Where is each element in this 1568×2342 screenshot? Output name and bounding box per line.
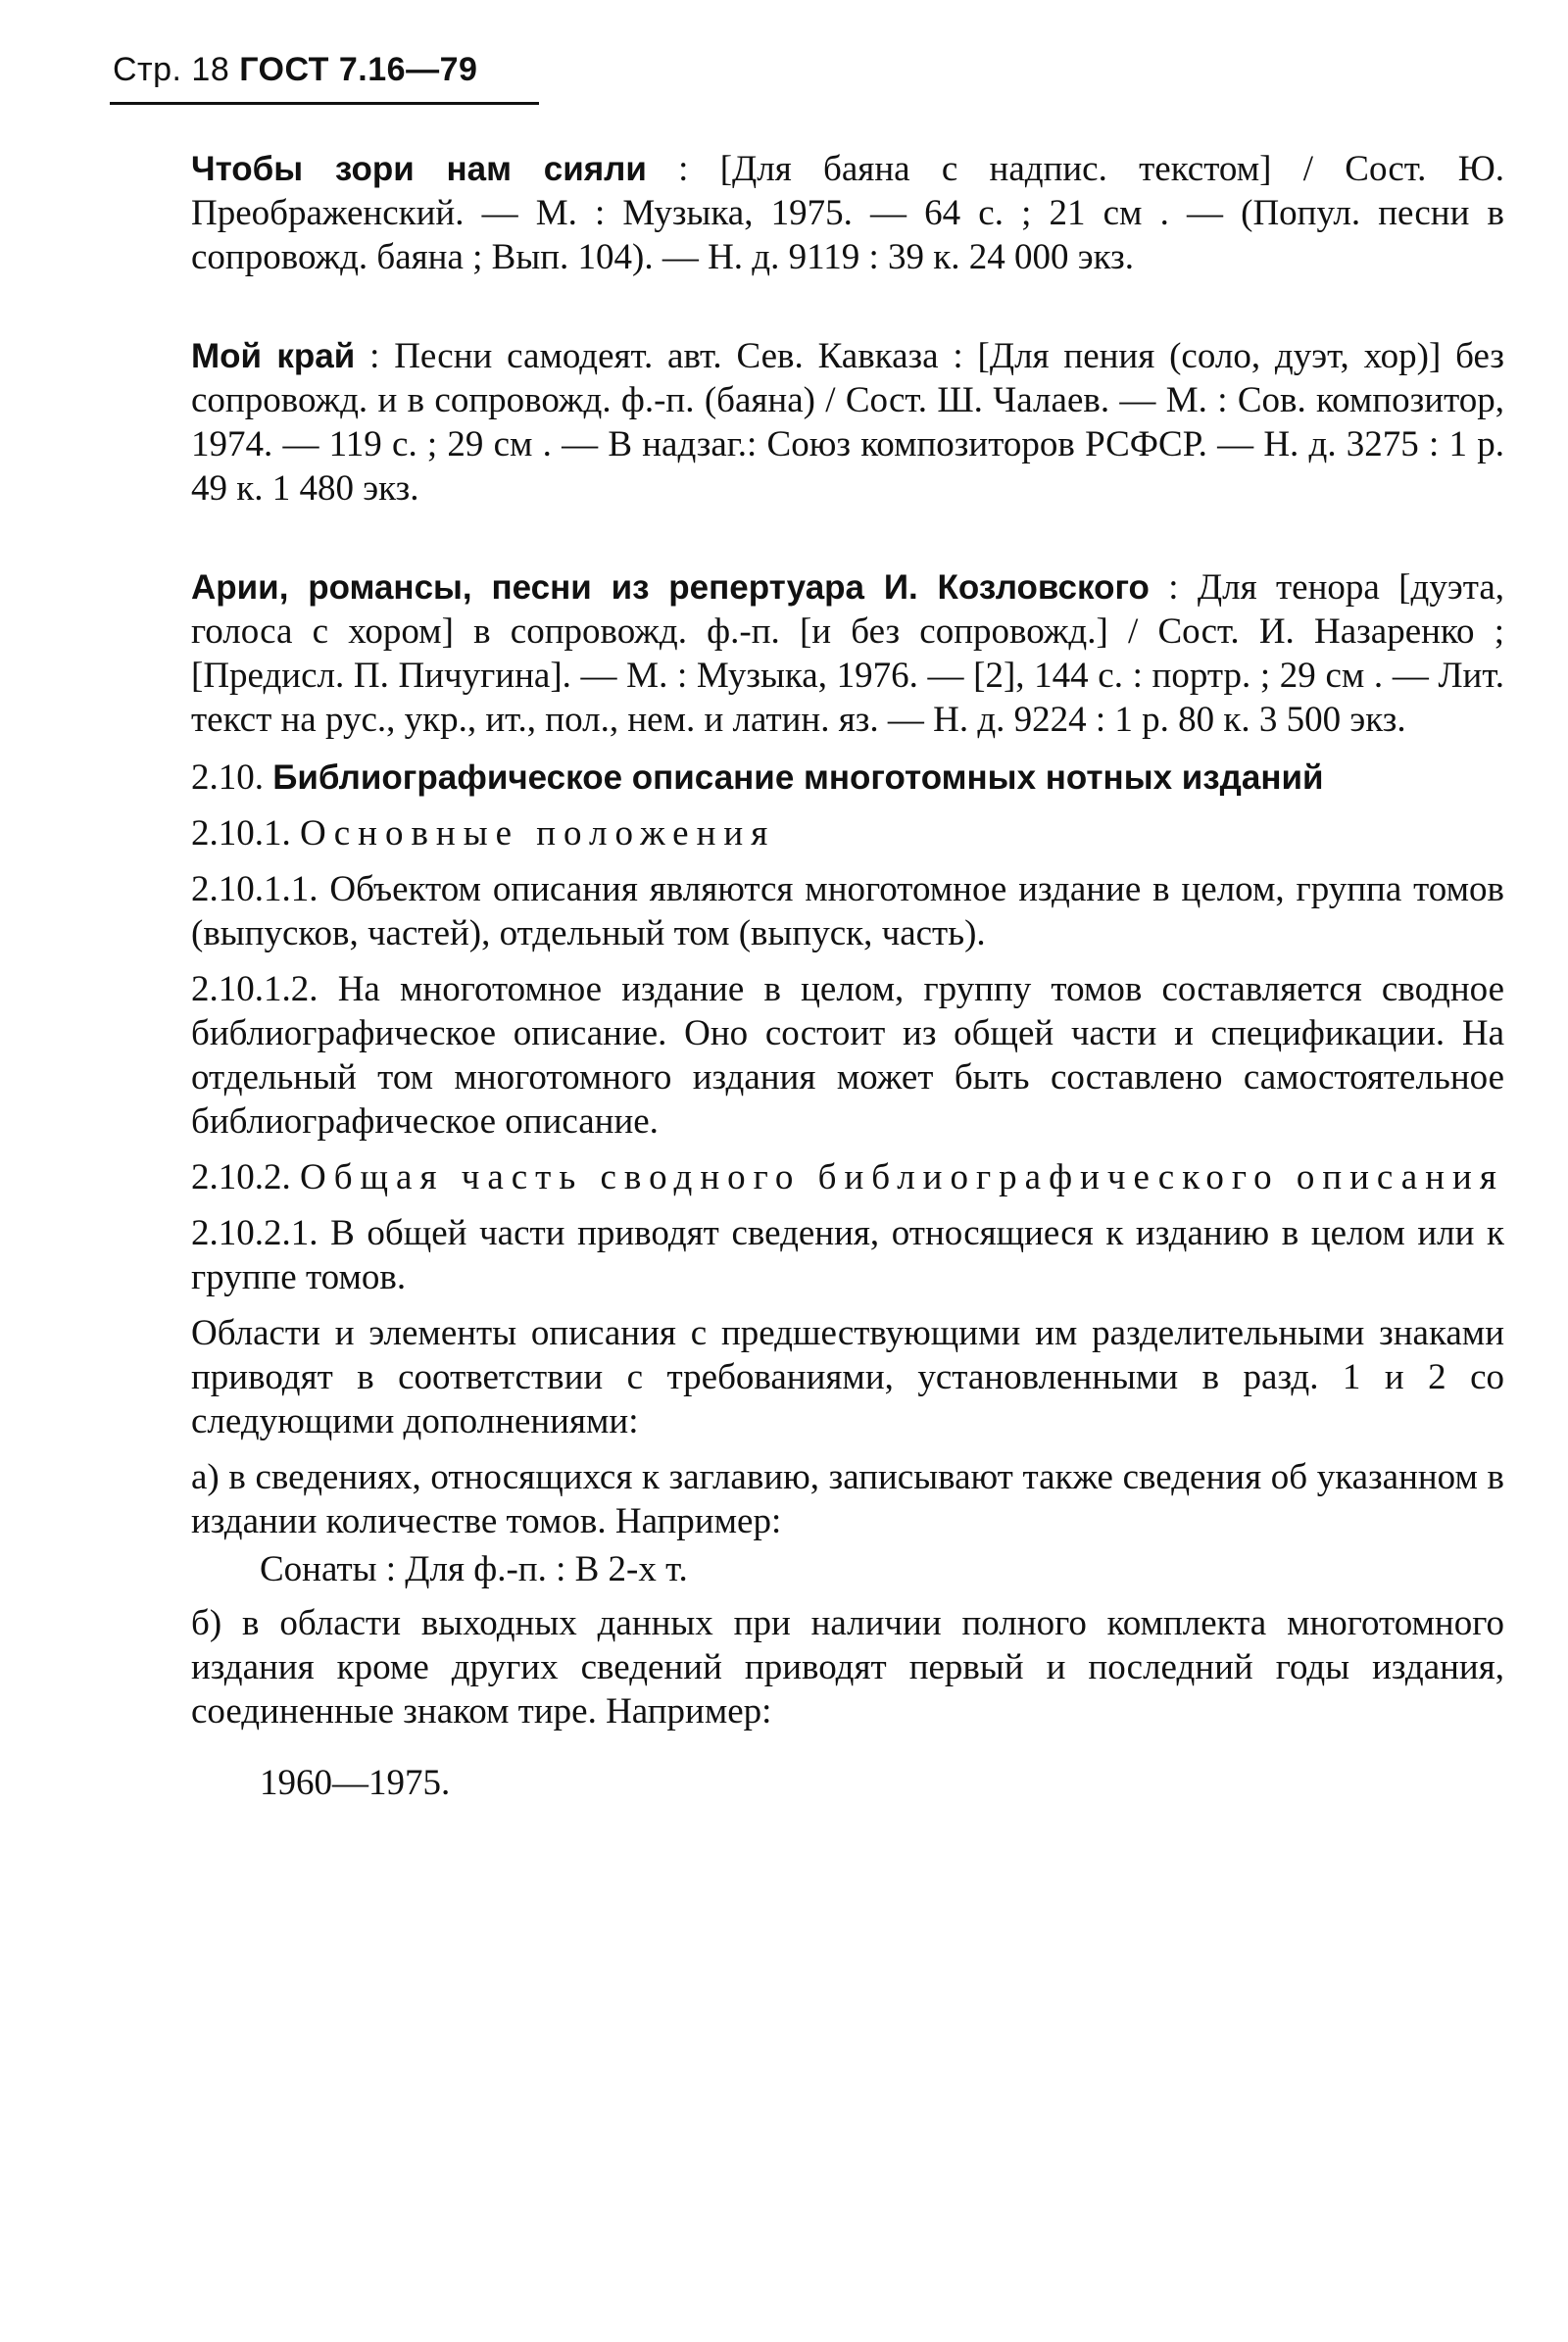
paragraph-a: а) в сведениях, относящихся к заглавию, записывают также сведения об указанном в издании количестве томов. Например: [191,1457,1504,1541]
paragraph-areas: Области и элементы описания с предшествующими им разделительными знаками приводят в соответствии с требованиями, установленными в разд. 1 и 2 со следующими дополнениями: [191,1313,1504,1441]
section-title: Основные положения [300,813,776,854]
entry-title: Чтобы зори нам сияли [191,150,647,188]
entry-text: : [Для баяна с надпис. текстом] / Сост. Ю. Преображенский. — М. : Музыка, 1975. — 64 с. ; 21 см . — (Попул. песни в сопровожд. баяна ; Вып. 104). — Н. д. 9119 : 39 к. 24 000 экз. [191,149,1504,277]
page-header [113,51,477,89]
page-body [191,147,1504,1805]
bibliographic-entry [191,147,1504,279]
section-title: Общая часть сводного библиографического описания [300,1157,1504,1197]
paragraph-2-10-1-2: 2.10.1.2. На многотомное издание в целом, группу томов составляется сводное библиографическое описание. Оно состоит из общей части и спецификации. На отдельный том многотомного издания может быть составлено самостоятельное библиографическое описание. [191,969,1504,1142]
entry-title: Мой край [191,337,356,375]
section-2-10-1-heading [191,811,1504,855]
entry-title: Арии, романсы, песни из репертуара И. Козловского [191,568,1150,607]
section-2-10-heading [191,756,1504,800]
section-title: Библиографическое описание многотомных нотных изданий [272,758,1324,797]
bibliographic-entry [191,565,1504,742]
paragraph-2-10-2-1: 2.10.2.1. В общей части приводят сведения, относящиеся к изданию в целом или к группе томов. [191,1213,1504,1297]
paragraph-b: б) в области выходных данных при наличии полного комплекта многотомного издания кроме других сведений приводят первый и последний годы издания, соединенные знаком тире. Например: [191,1603,1504,1732]
entry-text: : Для тенора [дуэта, голоса с хором] в сопровожд. ф.-п. [и без сопровожд.] / Сост. И. Назаренко ; [Предисл. П. Пичугина]. — М. : Музыка, 1976. — [2], 144 с. : портр. ; 29 см . — Лит. текст на рус., укр., ит., пол., нем. и латин. яз. — Н. д. 9224 : 1 р. 80 к. 3 500 экз. [191,567,1504,740]
page-label: Стр. 18 [113,51,230,88]
bibliographic-entry [191,334,1504,511]
paragraph-2-10-1-1: 2.10.1.1. Объектом описания являются многотомное издание в целом, группа томов (выпусков, частей), отдельный том (выпуск, часть). [191,869,1504,953]
example-a: Сонаты : Для ф.-п. : В 2-х т. [260,1549,688,1589]
section-2-10-2-heading [191,1155,1504,1199]
section-number: 2.10.1. [191,813,291,854]
header-rule [110,102,539,105]
example-b: 1960—1975. [260,1763,451,1803]
entry-text: : Песни самодеят. авт. Сев. Кавказа : [Для пения (соло, дуэт, хор)] без сопровожд. и в сопровожд. ф.-п. (баяна) / Сост. Ш. Чалаев. — М. : Сов. композитор, 1974. — 119 с. ; 29 см . — В надзаг.: Союз композиторов РСФСР. — Н. д. 3275 : 1 р. 49 к. 1 480 экз. [191,336,1504,509]
section-number: 2.10. [191,757,264,798]
standard-code: ГОСТ 7.16—79 [239,51,478,88]
section-number: 2.10.2. [191,1157,291,1197]
